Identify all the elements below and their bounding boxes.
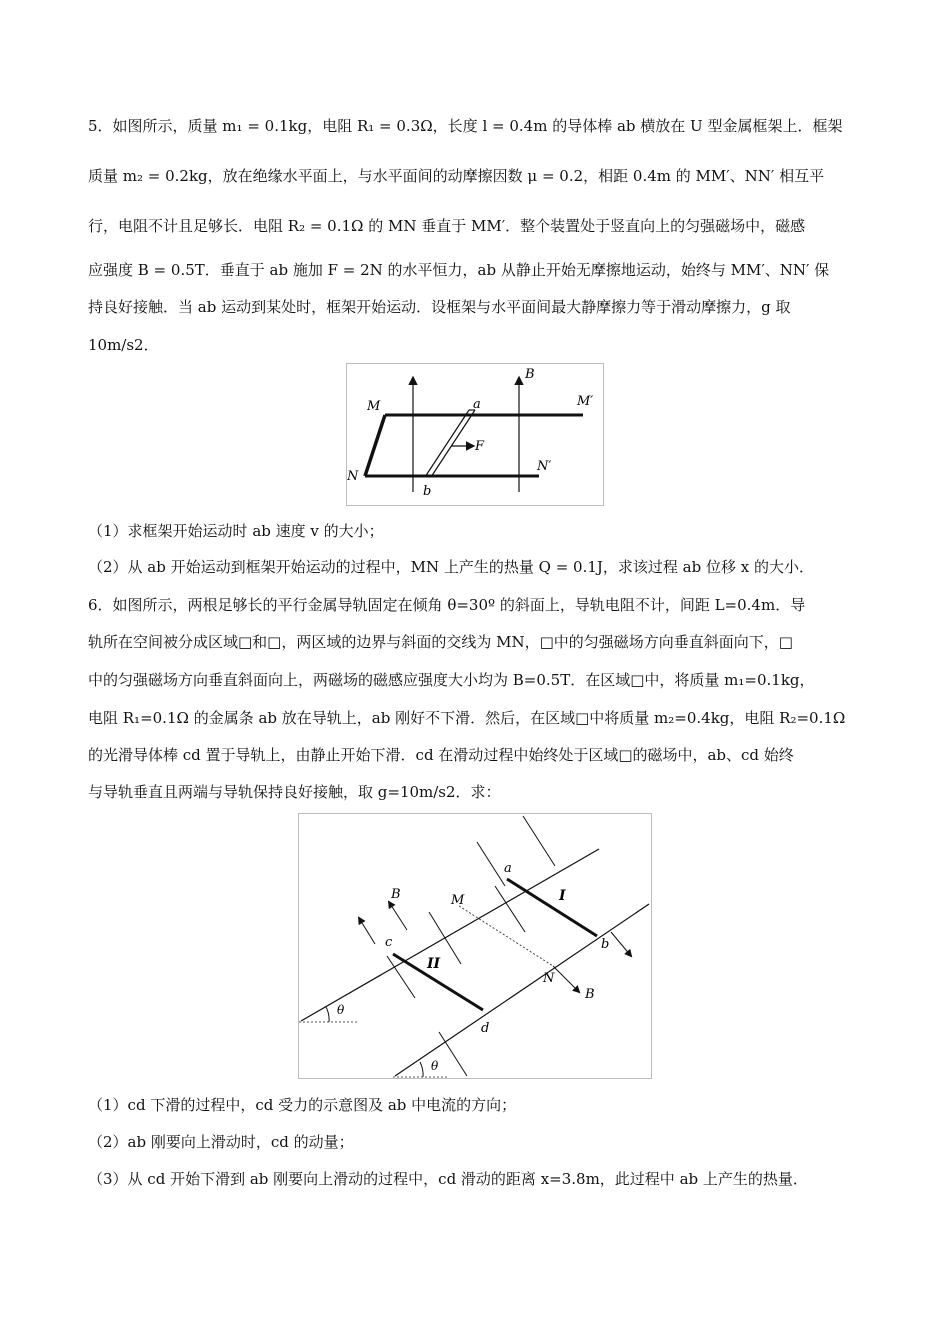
problem6-line-6: 与导轨垂直且两端与导轨保持良好接触，取 g=10m/s2．求： xyxy=(88,783,501,801)
label-m: M xyxy=(367,399,381,414)
field-line-3 xyxy=(495,886,525,932)
problem5-line-5: 持良好接触．当 ab 运动到某处时，框架开始运动．设框架与水平面间最大静摩擦力等于滑动摩擦力，g 取 xyxy=(88,298,791,316)
field-line-2 xyxy=(523,816,555,866)
label-m: M xyxy=(451,893,465,908)
problem6-question-1: （1）cd 下滑的过程中，cd 受力的示意图及 ab 中电流的方向； xyxy=(88,1096,517,1114)
label-n: N xyxy=(347,469,359,484)
problem6-diagram xyxy=(299,814,651,1078)
rail-upper xyxy=(301,849,599,1021)
problem5-question-2: （2）从 ab 开始运动到框架开始运动的过程中，MN 上产生的热量 Q = 0.1J，求该过程 ab 位移 x 的大小． xyxy=(88,558,814,576)
b-arrow-left xyxy=(389,902,407,930)
problem5-figure xyxy=(346,363,604,506)
problem6-figure xyxy=(298,813,652,1079)
label-B: B xyxy=(525,367,535,382)
label-theta-lower: θ xyxy=(431,1059,439,1073)
problem5-diagram xyxy=(347,364,603,505)
problem5-line-4: 应强度 B = 0.5T．垂直于 ab 施加 F = 2N 的水平恒力，ab 从静止开始无摩擦地运动，始终与 MM′、NN′ 保 xyxy=(88,261,830,279)
boundary-mn xyxy=(459,906,553,966)
label-a: a xyxy=(473,397,481,412)
resistor-mn xyxy=(365,415,385,476)
field-line-1 xyxy=(477,842,505,886)
label-region-1: I xyxy=(559,888,566,904)
label-m-prime: M′ xyxy=(577,394,594,409)
problem5-line-1: 5．如图所示，质量 m₁ = 0.1kg，电阻 R₁ = 0.3Ω，长度 l = 0.4m 的导体棒 ab 横放在 U 型金属框架上．框架 xyxy=(88,117,843,135)
label-region-2: II xyxy=(427,956,441,972)
problem5-line-6: 10m/s2． xyxy=(88,336,159,354)
problem6-line-2: 轨所在空间被分成区域□和□，两区域的边界与斜面的交线为 MN，□中的匀强磁场方向垂直斜面向下，□ xyxy=(88,633,793,651)
problem6-line-4: 电阻 R₁=0.1Ω 的金属条 ab 放在导轨上，ab 刚好不下滑．然后，在区域□中将质量 m₂=0.4kg，电阻 R₂=0.1Ω xyxy=(88,709,846,727)
problem5-line-3: 行，电阻不计且足够长．电阻 R₂ = 0.1Ω 的 MN 垂直于 MM′．整个装置处于竖直向上的匀强磁场中，磁感 xyxy=(88,217,806,235)
rod-ab xyxy=(507,879,597,936)
label-f: F xyxy=(475,439,485,454)
label-b: b xyxy=(601,937,610,952)
arrow-c xyxy=(359,918,375,944)
label-b-field-left: B xyxy=(391,887,401,902)
problem5-question-1: （1）求框架开始运动时 ab 速度 v 的大小； xyxy=(88,522,384,540)
rod-ab-edge2 xyxy=(431,410,475,477)
b-arrow-right xyxy=(553,966,579,992)
field-line-6 xyxy=(439,1032,467,1076)
arrow-b xyxy=(611,932,631,956)
label-theta-upper: θ xyxy=(337,1003,345,1017)
problem5-line-2: 质量 m₂ = 0.2kg，放在绝缘水平面上，与水平面间的动摩擦因数 μ = 0.2，相距 0.4m 的 MM′、NN′ 相互平 xyxy=(88,167,825,185)
theta-arc-lower xyxy=(420,1062,423,1077)
label-n: N xyxy=(543,971,555,986)
label-a: a xyxy=(504,861,512,876)
label-b: b xyxy=(423,484,432,499)
rail-lower xyxy=(395,904,649,1076)
label-n-prime: N′ xyxy=(537,459,552,474)
rod-ab-edge1 xyxy=(425,410,469,477)
problem6-line-5: 的光滑导体棒 cd 置于导轨上，由静止开始下滑．cd 在滑动过程中始终处于区域□的磁场中，ab、cd 始终 xyxy=(88,746,794,764)
problem6-line-1: 6．如图所示，两根足够长的平行金属导轨固定在倾角 θ=30º 的斜面上，导轨电阻不计，间距 L=0.4m．导 xyxy=(88,596,806,614)
problem6-line-3: 中的匀强磁场方向垂直斜面向上，两磁场的磁感应强度大小均为 B=0.5T．在区域□中，将质量 m₁=0.1kg， xyxy=(88,671,815,689)
label-d: d xyxy=(481,1021,490,1036)
label-c: c xyxy=(385,935,393,950)
problem6-question-2: （2）ab 刚要向上滑动时，cd 的动量； xyxy=(88,1133,354,1151)
theta-arc-upper xyxy=(326,1007,329,1022)
field-line-5 xyxy=(387,956,415,998)
label-b-field-right: B xyxy=(585,987,595,1002)
problem6-question-3: （3）从 cd 开始下滑到 ab 刚要向上滑动的过程中，cd 滑动的距离 x=3.8m，此过程中 ab 上产生的热量． xyxy=(88,1170,808,1188)
